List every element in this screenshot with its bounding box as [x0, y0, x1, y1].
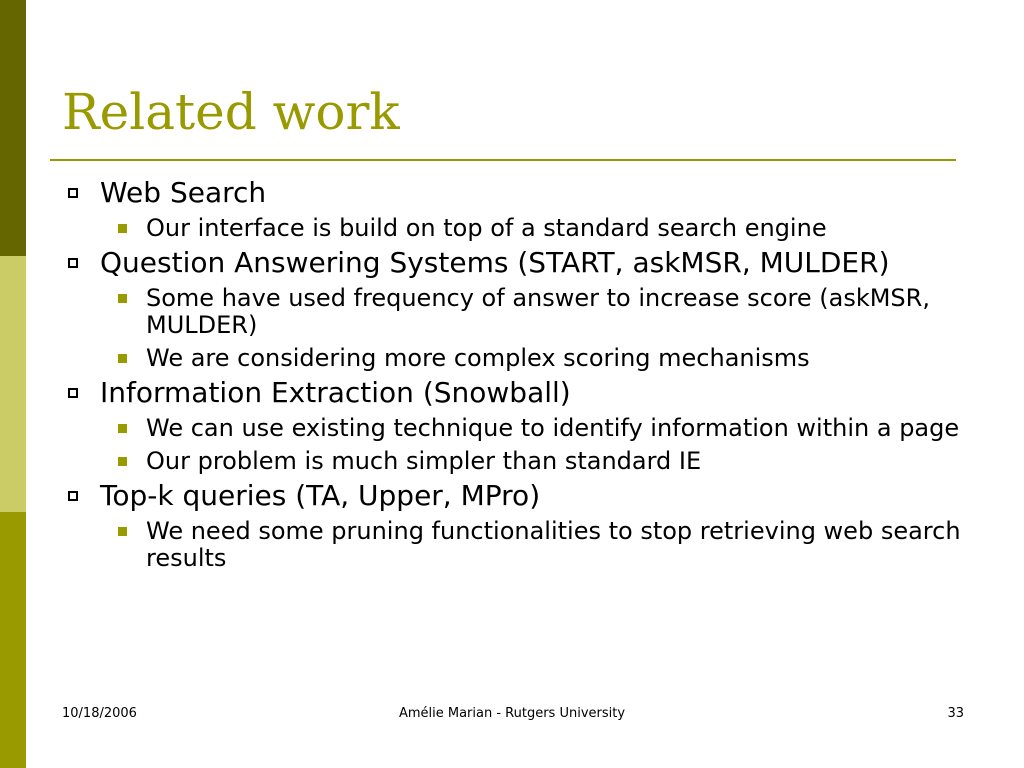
slide-content [62, 178, 962, 578]
left-stripe-dark [0, 0, 26, 256]
sub-bullet-text: We need some pruning functionalities to stop retrieving web search results [146, 517, 961, 572]
hollow-square-bullet-icon [68, 188, 78, 198]
filled-square-bullet-icon [118, 457, 127, 466]
footer-author: Amélie Marian - Rutgers University [398, 706, 626, 721]
hollow-square-bullet-icon [68, 388, 78, 398]
footer-date: 10/18/2006 [62, 706, 137, 721]
sub-list-web-search [62, 215, 962, 242]
bullet-text: Information Extraction (Snowball) [100, 376, 571, 409]
left-stripe-olive [0, 512, 26, 768]
footer-page-number: 33 [947, 706, 964, 721]
sub-bullet-text: We are considering more complex scoring mechanisms [146, 344, 810, 372]
bullet-text: Web Search [100, 176, 267, 209]
filled-square-bullet-icon [118, 224, 127, 233]
sub-bullet [62, 518, 962, 572]
filled-square-bullet-icon [118, 527, 127, 536]
filled-square-bullet-icon [118, 354, 127, 363]
filled-square-bullet-icon [118, 294, 127, 303]
hollow-square-bullet-icon [68, 491, 78, 501]
sub-list-top-k-queries [62, 518, 962, 572]
sub-bullet [62, 345, 962, 372]
bullet-text: Question Answering Systems (START, askMSR, MULDER) [100, 246, 890, 279]
bullet-question-answering [62, 248, 962, 278]
sub-bullet-text: Our problem is much simpler than standard IE [146, 447, 702, 475]
sub-bullet-text: We can use existing technique to identify information within a page [146, 414, 960, 442]
sub-bullet [62, 285, 962, 339]
sub-list-information-extraction [62, 415, 962, 475]
sub-bullet [62, 448, 962, 475]
sub-bullet [62, 215, 962, 242]
sub-bullet [62, 415, 962, 442]
sub-list-question-answering [62, 285, 962, 372]
title-underline [50, 159, 956, 161]
sub-bullet-text: Our interface is build on top of a standard search engine [146, 214, 827, 242]
bullet-information-extraction [62, 378, 962, 408]
bullet-text: Top-k queries (TA, Upper, MPro) [100, 479, 541, 512]
slide-title: Related work [62, 83, 400, 141]
hollow-square-bullet-icon [68, 258, 78, 268]
filled-square-bullet-icon [118, 424, 127, 433]
sub-bullet-text: Some have used frequency of answer to increase score (askMSR, MULDER) [146, 284, 930, 339]
left-stripe-light [0, 256, 26, 512]
bullet-top-k-queries [62, 481, 962, 511]
bullet-web-search [62, 178, 962, 208]
